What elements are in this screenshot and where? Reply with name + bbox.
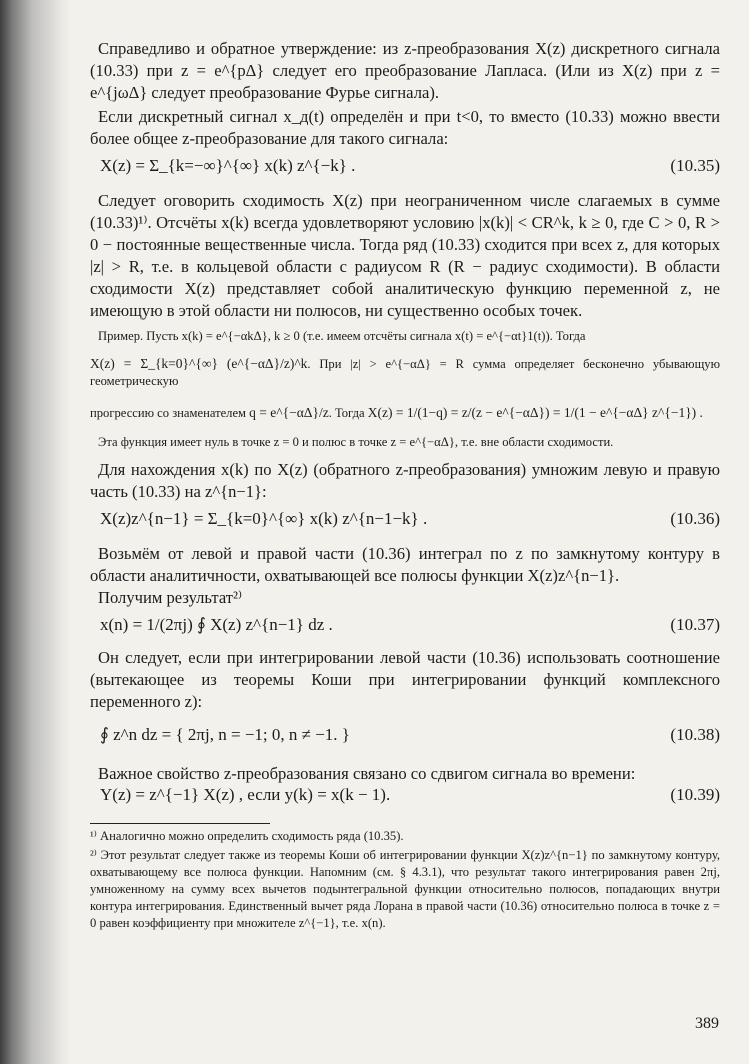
equation-formula: x(n) = 1/(2πj) ∮ X(z) z^{n−1} dz . xyxy=(100,615,333,634)
paragraph-1: Справедливо и обратное утверждение: из z-преобразования X(z) дискретного сигнала (10.33) при z = e^{pΔ} следует его преобразование Лапласа. (Или из X(z) при z = e^{jωΔ} следует преобразование Фурье сигнала). xyxy=(90,39,720,102)
paragraph-8: Важное свойство z-преобразования связано со сдвигом сигнала во времени: xyxy=(98,764,636,783)
page-number: 389 xyxy=(695,1015,719,1032)
example-x-formula: X(z) = 1/(1−q) = z/(z − e^{−αΔ}) = 1/(1 − e^{−αΔ} z^{−1}) . xyxy=(367,405,703,420)
equation-10-35 xyxy=(90,150,720,184)
example-q-formula: q = e^{−αΔ}/z xyxy=(249,405,329,420)
paragraph-2: Если дискретный сигнал x_д(t) определён и при t<0, то вместо (10.33) можно ввести более общее z-преобразование для такого сигнала: xyxy=(90,107,720,148)
equation-number: (10.39) xyxy=(670,785,720,804)
equation-10-37 xyxy=(90,609,720,643)
paragraph-7: Он следует, если при интегрировании левой части (10.36) использовать соотношение (вытекающее из теоремы Коши при интегрировании функций комплексного переменного z): xyxy=(90,648,720,711)
footnote-2: ²⁾ Этот результат следует также из теоремы Коши об интегрировании функции X(z)z^{n−1} по замкнутому контуру, охватывающему все полюса функции. Напомним (см. § 4.3.1), что результат такого интегрирования равен 2πj, умноженному на сумму всех вычетов подынтегральной функции относительно полюсов, попадающих внутри контура интегрирования. Единственный вычет ряда Лорана в правой части (10.36) относительно полюса в точке z = 0 равен коэффициенту при множителе z^{−1}, т.е. x(n). xyxy=(90,848,720,930)
paragraph-4: Для нахождения x(k) по X(z) (обратного z-преобразования) умножим левую и правую часть (10.33) на z^{n−1}: xyxy=(90,460,720,501)
paragraph-3: Следует оговорить сходимость X(z) при неограниченном числе слагаемых в сумме (10.33)¹⁾. Отсчёты x(k) всегда удовлетворяют условию |x(k)| < CR^k, k ≥ 0, где C > 0, R > 0 − постоянные вещественные числа. Тогда ряд (10.33) сходится при всех z, для которых |z| > R, т.е. в кольцевой области с радиусом R (R − радиус сходимости). В области сходимости X(z) представляет собой аналитическую функцию переменной z, не имеющую в этой области ни полюсов, ни существенно особых точек. xyxy=(90,191,720,320)
book-spine-shadow xyxy=(0,0,70,1064)
page-content xyxy=(90,38,720,932)
example-line-3-text-b: . Тогда xyxy=(328,406,365,420)
footnote-1: ¹⁾ Аналогично можно определить сходимость ряда (10.35). xyxy=(90,829,404,843)
equation-number: (10.37) xyxy=(670,615,720,634)
equation-number: (10.38) xyxy=(670,725,720,744)
equation-10-39 xyxy=(90,785,720,811)
equation-number: (10.35) xyxy=(670,156,720,175)
equation-formula: ∮ z^n dz = { 2πj, n = −1; 0, n ≠ −1. } xyxy=(100,725,350,744)
example-line-2-text: . При |z| > e^{−αΔ} = R сумма определяет бесконечно убывающую геометрическую xyxy=(90,357,720,388)
paragraph-5: Возьмём от левой и правой части (10.36) интеграл по z по замкнутому контуру в области аналитичности, охватывающей все полюсы функции X(z)z^{n−1}. xyxy=(90,544,720,585)
equation-formula: Y(z) = z^{−1} X(z) , если y(k) = x(k − 1). xyxy=(100,785,391,804)
equation-formula: X(z) = Σ_{k=−∞}^{∞} x(k) z^{−k} . xyxy=(100,156,356,175)
example-line-3 xyxy=(90,404,720,422)
example-sum-formula: X(z) = Σ_{k=0}^{∞} (e^{−αΔ}/z)^k xyxy=(90,356,308,371)
example-block xyxy=(90,328,720,451)
equation-10-36 xyxy=(90,503,720,537)
footnote-divider xyxy=(90,823,270,824)
example-line-4: Эта функция имеет нуль в точке z = 0 и полюс в точке z = e^{−αΔ}, т.е. вне области сходимости. xyxy=(98,435,614,449)
example-line-1: Пример. Пусть x(k) = e^{−αkΔ}, k ≥ 0 (т.е. имеем отсчёты сигнала x(t) = e^{−αt}1(t)). Тогда xyxy=(98,329,586,343)
example-line-2 xyxy=(90,355,720,390)
equation-10-38 xyxy=(90,713,720,759)
equation-number: (10.36) xyxy=(670,509,720,528)
paragraph-6: Получим результат²⁾ xyxy=(98,588,243,607)
equation-formula: X(z)z^{n−1} = Σ_{k=0}^{∞} x(k) z^{n−1−k} . xyxy=(100,509,428,528)
example-line-3-text-a: прогрессию со знаменателем xyxy=(90,406,247,420)
